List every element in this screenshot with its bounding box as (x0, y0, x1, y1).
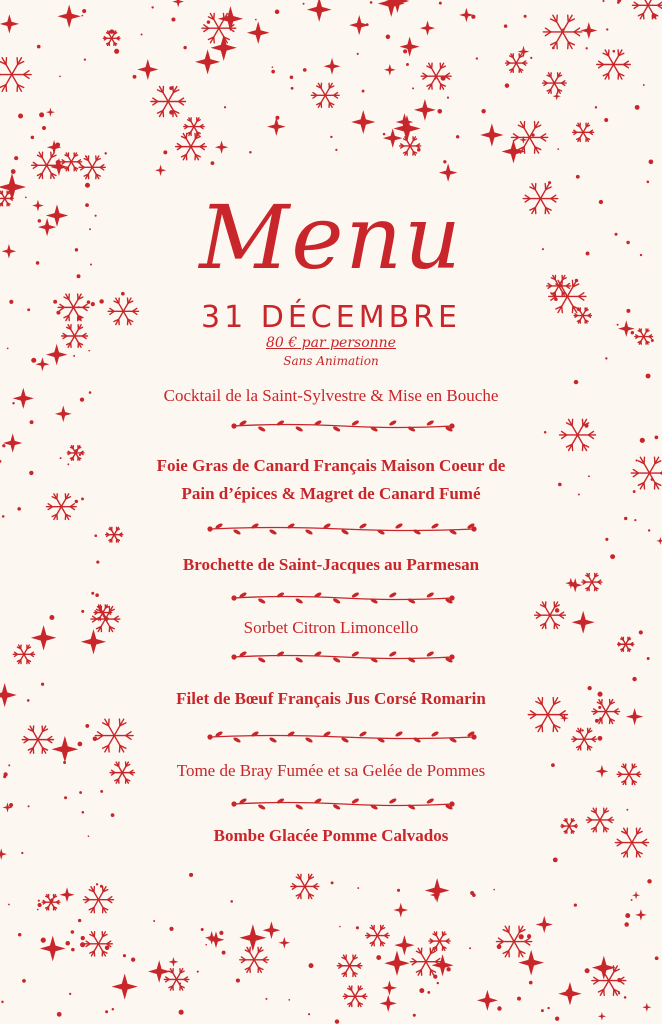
star-icon (215, 141, 228, 154)
vine-divider-icon (230, 650, 456, 664)
dot-icon (530, 57, 532, 59)
dot-icon (224, 106, 226, 108)
snowflake-icon (0, 58, 31, 92)
dot-icon (79, 791, 82, 794)
dot-icon (151, 6, 153, 8)
snowflake-icon (410, 948, 441, 975)
star-icon (425, 878, 450, 903)
star-icon (383, 128, 403, 148)
snowflake-icon (496, 926, 531, 957)
dot-icon (433, 974, 437, 978)
dot-icon (123, 954, 126, 957)
star-icon (400, 37, 420, 57)
star-icon (239, 924, 266, 951)
star-icon (382, 980, 397, 995)
snowflake-icon (176, 133, 206, 159)
dot-icon (37, 909, 39, 911)
star-icon (477, 990, 498, 1011)
dot-icon (437, 982, 439, 984)
dot-icon (555, 608, 559, 612)
dot-icon (249, 151, 252, 154)
course-tome-de-bray: Tome de Bray Fumée et sa Gelée de Pommes (176, 761, 486, 780)
dot-icon (437, 109, 442, 114)
snowflake-icon (83, 887, 113, 913)
star-icon (137, 59, 158, 80)
dot-icon (39, 112, 44, 117)
star-icon (278, 937, 290, 949)
dot-icon (397, 889, 400, 892)
dot-icon (131, 957, 135, 961)
star-icon (349, 15, 369, 35)
snowflake-icon (85, 932, 113, 956)
dot-icon (82, 811, 85, 814)
dot-icon (265, 998, 267, 1000)
dot-icon (95, 593, 99, 597)
dot-icon (255, 19, 257, 21)
dot-icon (18, 933, 21, 936)
dot-icon (81, 610, 84, 613)
dot-icon (631, 899, 633, 901)
dot-icon (9, 803, 13, 807)
star-icon (267, 117, 285, 135)
dot-icon (646, 374, 651, 379)
dot-icon (413, 1014, 416, 1017)
dot-icon (21, 852, 23, 854)
dot-icon (171, 18, 175, 22)
dot-icon (153, 920, 155, 922)
dot-icon (96, 883, 98, 885)
dot-icon (28, 805, 30, 807)
dot-icon (189, 873, 193, 877)
star-icon (393, 903, 408, 918)
dot-icon (504, 24, 508, 28)
dot-icon (105, 946, 110, 951)
dot-icon (557, 148, 559, 150)
dot-icon (532, 133, 535, 136)
dot-icon (403, 49, 407, 53)
dot-icon (618, 992, 620, 994)
star-icon (580, 22, 597, 39)
snowflake-icon (543, 15, 581, 48)
dot-icon (472, 893, 476, 897)
menu-date: 31 DÉCEMBRE (201, 300, 461, 335)
dot-icon (94, 534, 97, 537)
dot-icon (78, 742, 83, 747)
snowflake-icon (22, 726, 53, 753)
dot-icon (486, 995, 488, 997)
dot-icon (412, 87, 414, 89)
dot-icon (586, 47, 588, 49)
star-icon (656, 537, 662, 545)
dot-icon (38, 903, 42, 907)
snowflake-icon (291, 874, 319, 898)
star-icon (439, 163, 458, 182)
star-icon (0, 14, 19, 33)
snowflake-icon (429, 932, 450, 950)
dot-icon (617, 978, 621, 982)
dot-icon (447, 97, 449, 99)
dot-icon (417, 148, 421, 152)
dot-icon (441, 75, 446, 80)
star-icon (384, 951, 409, 976)
dot-icon (230, 900, 233, 903)
dot-icon (163, 150, 167, 154)
dot-icon (201, 928, 204, 931)
vine-divider-icon (230, 797, 456, 811)
dot-icon (339, 926, 341, 928)
dot-icon (624, 517, 627, 520)
course-cocktail: Cocktail de la Saint-Sylvestre & Mise en Bouche (163, 386, 499, 405)
dot-icon (272, 66, 274, 68)
dot-icon (612, 50, 615, 53)
dot-icon (78, 919, 81, 922)
dot-icon (104, 152, 106, 154)
dot-icon (81, 936, 85, 940)
star-icon (642, 1003, 651, 1012)
dot-icon (85, 183, 90, 188)
star-icon (60, 887, 75, 902)
dot-icon (169, 86, 173, 90)
dot-icon (57, 1012, 62, 1017)
dot-icon (169, 927, 173, 931)
snowflake-icon (572, 728, 597, 750)
star-icon (57, 5, 80, 28)
star-icon (632, 891, 640, 899)
dot-icon (179, 1010, 184, 1015)
snowflake-icon (151, 86, 186, 116)
dot-icon (308, 1013, 310, 1015)
dot-icon (42, 126, 46, 130)
dot-icon (598, 736, 603, 741)
dot-icon (581, 729, 583, 731)
snowflake-icon (343, 986, 367, 1006)
dot-icon (552, 47, 555, 50)
star-icon (168, 957, 178, 967)
dot-icon (11, 169, 16, 174)
snowflake-icon (311, 83, 339, 107)
star-icon (635, 909, 647, 921)
dot-icon (624, 922, 628, 926)
dot-icon (604, 118, 608, 122)
dot-icon (625, 913, 630, 918)
dot-icon (648, 529, 650, 531)
dot-icon (85, 156, 87, 158)
dot-icon (527, 934, 531, 938)
dot-icon (41, 938, 46, 943)
dot-icon (605, 538, 608, 541)
dot-icon (386, 35, 391, 40)
star-icon (480, 123, 503, 146)
star-icon (380, 995, 397, 1012)
dot-icon (330, 136, 332, 138)
vine-divider-icon (230, 419, 456, 433)
dot-icon (529, 981, 533, 985)
star-icon (247, 21, 270, 44)
dot-icon (652, 14, 657, 19)
dot-icon (419, 988, 424, 993)
snowflake-icon (95, 719, 133, 752)
dot-icon (647, 657, 650, 660)
snowflake-icon (632, 0, 662, 19)
dot-icon (30, 420, 34, 424)
star-icon (351, 110, 375, 134)
star-icon (195, 49, 220, 74)
dot-icon (8, 904, 10, 906)
dot-icon (141, 33, 143, 35)
snowflake-icon (337, 955, 361, 976)
star-icon (263, 921, 281, 939)
dot-icon (111, 813, 115, 817)
dot-icon (197, 971, 199, 973)
dot-icon (497, 1006, 501, 1010)
dot-icon (649, 159, 654, 164)
dot-icon (71, 948, 75, 952)
dot-icon (91, 592, 94, 595)
dot-icon (595, 106, 597, 108)
dot-icon (517, 997, 521, 1001)
dot-icon (505, 83, 509, 87)
star-icon (324, 58, 341, 75)
vine-divider-icon (230, 591, 456, 605)
dot-icon (80, 942, 85, 947)
course-foie-gras-line1: Foie Gras de Canard Français Maison Coeur de (156, 456, 506, 475)
dot-icon (469, 947, 471, 949)
dot-icon (222, 951, 226, 955)
dot-icon (303, 3, 305, 5)
star-icon (307, 0, 332, 22)
dot-icon (524, 15, 527, 18)
dot-icon (183, 46, 186, 49)
dot-icon (179, 983, 181, 985)
dot-icon (2, 444, 5, 447)
dot-icon (38, 900, 40, 902)
dot-icon (112, 1008, 114, 1010)
dot-icon (574, 904, 577, 907)
star-icon (155, 165, 166, 176)
dot-icon (634, 519, 636, 521)
dot-icon (211, 161, 215, 165)
dot-icon (65, 941, 70, 946)
dot-icon (602, 0, 604, 2)
dot-icon (335, 149, 337, 151)
dot-icon (71, 930, 75, 934)
dot-icon (22, 979, 26, 983)
dot-icon (100, 790, 103, 793)
dot-icon (553, 857, 558, 862)
dot-icon (439, 2, 442, 5)
dot-icon (446, 967, 450, 971)
dot-icon (110, 29, 114, 33)
dot-icon (121, 292, 125, 296)
star-icon (172, 0, 184, 7)
course-sorbet: Sorbet Citron Limoncello (243, 618, 419, 637)
dot-icon (547, 1007, 549, 1009)
dot-icon (427, 991, 430, 994)
course-bombe-glacee: Bombe Glacée Pomme Calvados (213, 826, 449, 845)
dot-icon (406, 63, 409, 66)
dot-icon (69, 993, 71, 995)
star-icon (112, 973, 138, 999)
dot-icon (541, 1009, 544, 1012)
vine-divider-icon (206, 522, 478, 536)
dot-icon (632, 677, 636, 681)
dot-icon (362, 90, 365, 93)
dot-icon (81, 15, 83, 17)
star-icon (558, 982, 581, 1005)
dot-icon (93, 737, 98, 742)
dot-icon (443, 160, 446, 163)
dot-icon (303, 68, 307, 72)
dot-icon (84, 58, 86, 60)
dot-icon (640, 438, 645, 443)
star-icon (518, 950, 544, 976)
dot-icon (356, 926, 359, 929)
menu-note: Sans Animation (283, 354, 379, 368)
snowflake-icon (106, 527, 123, 542)
star-icon (536, 916, 553, 933)
dot-icon (82, 9, 86, 13)
vine-divider-icon (206, 730, 478, 744)
dot-icon (271, 70, 275, 74)
star-icon (420, 21, 435, 36)
star-icon (46, 108, 55, 117)
dot-icon (205, 944, 207, 946)
snowflake-icon (597, 50, 631, 79)
dot-icon (357, 887, 359, 889)
dot-icon (114, 49, 119, 54)
dot-icon (370, 1, 373, 4)
dot-icon (207, 20, 210, 23)
dot-icon (481, 109, 485, 113)
snowflake-icon (543, 73, 567, 93)
dot-icon (606, 28, 608, 30)
dot-icon (647, 181, 650, 184)
star-icon (502, 140, 526, 164)
dot-icon (643, 84, 645, 86)
dot-icon (133, 75, 137, 79)
dot-icon (236, 978, 240, 982)
dot-icon (476, 57, 478, 59)
dot-icon (37, 45, 41, 49)
dot-icon (105, 1010, 108, 1013)
star-icon (3, 433, 22, 452)
snowflake-icon (400, 137, 421, 155)
dot-icon (31, 136, 35, 140)
dot-icon (471, 15, 475, 19)
dot-icon (335, 1019, 339, 1023)
dot-icon (624, 996, 627, 999)
dot-icon (18, 113, 23, 118)
dot-icon (64, 796, 67, 799)
snowflake-icon (13, 645, 34, 663)
snowflake-icon (573, 123, 594, 141)
dot-icon (655, 956, 659, 960)
snowflake-icon (42, 895, 60, 910)
dot-icon (626, 809, 628, 811)
dot-icon (376, 955, 381, 960)
menu-price: 80 € par personne (266, 335, 396, 351)
dot-icon (655, 436, 659, 440)
dot-icon (85, 724, 89, 728)
dot-icon (493, 889, 495, 891)
dot-icon (576, 175, 580, 179)
dot-icon (2, 515, 5, 518)
menu-title: Menu (199, 186, 463, 289)
dot-icon (595, 719, 599, 723)
snowflake-icon (61, 153, 82, 171)
star-icon (432, 954, 454, 976)
snowflake-icon (421, 63, 451, 89)
dot-icon (383, 133, 386, 136)
dot-icon (544, 431, 547, 434)
star-icon (384, 64, 396, 76)
star-icon (0, 848, 7, 859)
dot-icon (585, 968, 590, 973)
dot-icon (275, 10, 280, 15)
dot-icon (14, 156, 18, 160)
dot-icon (456, 135, 459, 138)
dot-icon (219, 931, 223, 935)
dot-icon (290, 75, 294, 79)
snowflake-icon (511, 122, 547, 154)
dot-icon (291, 87, 294, 90)
dot-icon (17, 507, 21, 511)
dot-icon (59, 76, 61, 78)
dot-icon (555, 1017, 559, 1021)
snowflake-icon (79, 156, 105, 179)
dot-icon (56, 160, 61, 165)
star-icon (598, 1012, 606, 1020)
dot-icon (309, 963, 314, 968)
star-icon (459, 8, 474, 23)
snowflake-icon (240, 947, 269, 972)
course-foie-gras-line2: Pain d’épices & Magret de Canard Fumé (181, 484, 481, 503)
dot-icon (647, 879, 652, 884)
snowflake-icon (366, 925, 389, 945)
course-filet-boeuf: Filet de Bœuf Français Jus Corsé Romarin (176, 689, 486, 708)
dot-icon (1, 1001, 3, 1003)
dot-icon (519, 934, 524, 939)
dot-icon (357, 53, 359, 55)
star-icon (414, 99, 436, 121)
dot-icon (331, 881, 334, 884)
course-saint-jacques: Brochette de Saint-Jacques au Parmesan (182, 555, 480, 574)
dot-icon (288, 999, 290, 1001)
dot-icon (207, 58, 209, 60)
dot-icon (599, 717, 601, 719)
snowflake-icon (560, 419, 596, 450)
dot-icon (635, 105, 640, 110)
